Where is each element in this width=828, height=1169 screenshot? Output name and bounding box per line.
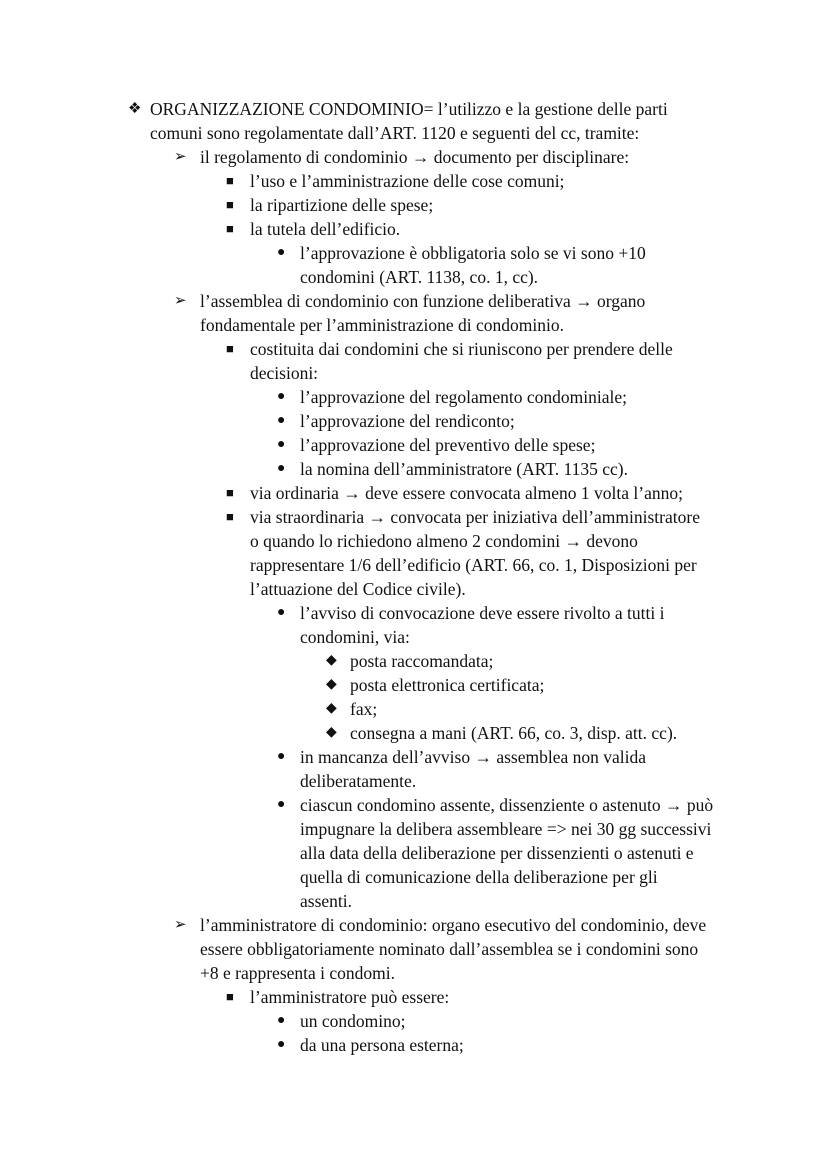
dot-bullet-icon: ●	[277, 1013, 286, 1028]
list-item-text-line: ciascun condomino assente, dissenziente o astenuto → può	[300, 795, 714, 815]
list-item-level-3	[0, 985, 828, 1009]
list-item-level-4	[0, 241, 828, 289]
list-item-text-line: l’assemblea di condominio con funzione deliberativa → organo	[200, 291, 646, 311]
list-item-text-line: ORGANIZZAZIONE CONDOMINIO= l’utilizzo e la gestione delle parti	[150, 99, 668, 119]
list-item-text-line: un condomino;	[300, 1011, 406, 1031]
list-item-level-1	[0, 97, 828, 145]
list-item-text-line: rappresentare 1/6 dell’edificio (ART. 66, co. 1, Disposizioni per	[250, 555, 697, 575]
list-item-level-2	[0, 913, 828, 985]
list-item-text-line: l’amministratore può essere:	[250, 987, 450, 1007]
diamond-bullet-icon: ◆	[326, 725, 337, 740]
list-item-level-3	[0, 217, 828, 241]
list-item-text-line: da una persona esterna;	[300, 1035, 464, 1055]
list-item-text-line: essere obbligatoriamente nominato dall’assemblea se i condomini sono	[200, 939, 699, 959]
dot-bullet-icon: ●	[277, 461, 286, 476]
list-item-text-line: il regolamento di condominio → documento per disciplinare:	[200, 147, 630, 167]
list-item-level-5	[0, 649, 828, 673]
list-item-level-4	[0, 601, 828, 649]
list-item-text-line: l’avviso di convocazione deve essere rivolto a tutti i	[300, 603, 665, 623]
list-item-text-line: costituita dai condomini che si riuniscono per prendere delle	[250, 339, 673, 359]
list-item-text-line: impugnare la delibera assembleare => nei 30 gg successivi	[300, 819, 712, 839]
dot-bullet-icon: ●	[277, 437, 286, 452]
square-bullet-icon: ■	[226, 173, 234, 188]
list-item-text-line: alla data della deliberazione per dissenzienti o astenuti e	[300, 843, 694, 863]
list-item-text-line: l’approvazione del regolamento condominiale;	[300, 387, 628, 407]
list-item-text-line: l’attuazione del Codice civile).	[250, 579, 466, 599]
document-body	[0, 97, 828, 1057]
square-bullet-icon: ■	[226, 221, 234, 236]
list-item-text-line: fax;	[350, 699, 378, 719]
diamond-bullet-icon: ◆	[326, 677, 337, 692]
list-item-level-4	[0, 457, 828, 481]
square-bullet-icon: ■	[226, 509, 234, 524]
list-item-level-5	[0, 721, 828, 745]
dot-bullet-icon: ●	[277, 389, 286, 404]
list-item-level-2	[0, 289, 828, 337]
square-bullet-icon: ■	[226, 341, 234, 356]
list-item-text-line: via straordinaria → convocata per iniziativa dell’amministratore	[250, 507, 700, 527]
list-item-level-4	[0, 1033, 828, 1057]
list-item-text-line: l’approvazione del preventivo delle spese;	[300, 435, 596, 455]
list-item-text-line: la tutela dell’edificio.	[250, 219, 401, 239]
list-item-text-line: o quando lo richiedono almeno 2 condomini → devono	[250, 531, 638, 551]
list-item-text-line: l’amministratore di condominio: organo esecutivo del condominio, deve	[200, 915, 707, 935]
list-item-text-line: la ripartizione delle spese;	[250, 195, 434, 215]
dot-bullet-icon: ●	[277, 749, 286, 764]
list-item-text-line: fondamentale per l’amministrazione di condominio.	[200, 315, 564, 335]
list-item-text-line: la nomina dell’amministratore (ART. 1135 cc).	[300, 459, 628, 479]
list-item-level-5	[0, 673, 828, 697]
list-item-text-line: condomini (ART. 1138, co. 1, cc).	[300, 267, 539, 287]
list-item-text-line: l’approvazione è obbligatoria solo se vi sono +10	[300, 243, 646, 263]
dot-bullet-icon: ●	[277, 413, 286, 428]
list-item-level-4	[0, 793, 828, 913]
square-bullet-icon: ■	[226, 485, 234, 500]
list-item-level-3	[0, 169, 828, 193]
list-item-level-5	[0, 697, 828, 721]
diamond-bullet-icon: ◆	[326, 701, 337, 716]
list-item-text-line: posta raccomandata;	[350, 651, 494, 671]
list-item-level-3	[0, 337, 828, 385]
dot-bullet-icon: ●	[277, 245, 286, 260]
list-item-level-3	[0, 505, 828, 601]
square-bullet-icon: ■	[226, 989, 234, 1004]
list-item-level-4	[0, 409, 828, 433]
list-item-text-line: quella di comunicazione della deliberazione per gli	[300, 867, 658, 887]
list-item-text-line: comuni sono regolamentate dall’ART. 1120 e seguenti del cc, tramite:	[150, 123, 640, 143]
list-item-text-line: l’approvazione del rendiconto;	[300, 411, 515, 431]
diamond-bullet-icon: ❖	[128, 101, 142, 117]
dot-bullet-icon: ●	[277, 1037, 286, 1052]
list-item-text-line: l’uso e l’amministrazione delle cose comuni;	[250, 171, 565, 191]
dot-bullet-icon: ●	[277, 797, 286, 812]
list-item-level-3	[0, 193, 828, 217]
arrow-bullet-icon: ➢	[174, 149, 187, 165]
list-item-text-line: in mancanza dell’avviso → assemblea non valida	[300, 747, 646, 767]
list-item-level-3	[0, 481, 828, 505]
list-item-text-line: assenti.	[300, 891, 353, 911]
list-item-text-line: consegna a mani (ART. 66, co. 3, disp. att. cc).	[350, 723, 678, 743]
list-item-level-4	[0, 433, 828, 457]
square-bullet-icon: ■	[226, 197, 234, 212]
list-item-level-4	[0, 1009, 828, 1033]
arrow-bullet-icon: ➢	[174, 917, 187, 933]
diamond-bullet-icon: ◆	[326, 653, 337, 668]
dot-bullet-icon: ●	[277, 605, 286, 620]
list-item-text-line: posta elettronica certificata;	[350, 675, 545, 695]
list-item-level-4	[0, 745, 828, 793]
list-item-text-line: +8 e rappresenta i condomi.	[200, 963, 396, 983]
list-item-text-line: decisioni:	[250, 363, 319, 383]
list-item-text-line: via ordinaria → deve essere convocata almeno 1 volta l’anno;	[250, 483, 683, 503]
arrow-bullet-icon: ➢	[174, 293, 187, 309]
list-item-text-line: deliberatamente.	[300, 771, 417, 791]
list-item-level-4	[0, 385, 828, 409]
list-item-level-2	[0, 145, 828, 169]
list-item-text-line: condomini, via:	[300, 627, 410, 647]
